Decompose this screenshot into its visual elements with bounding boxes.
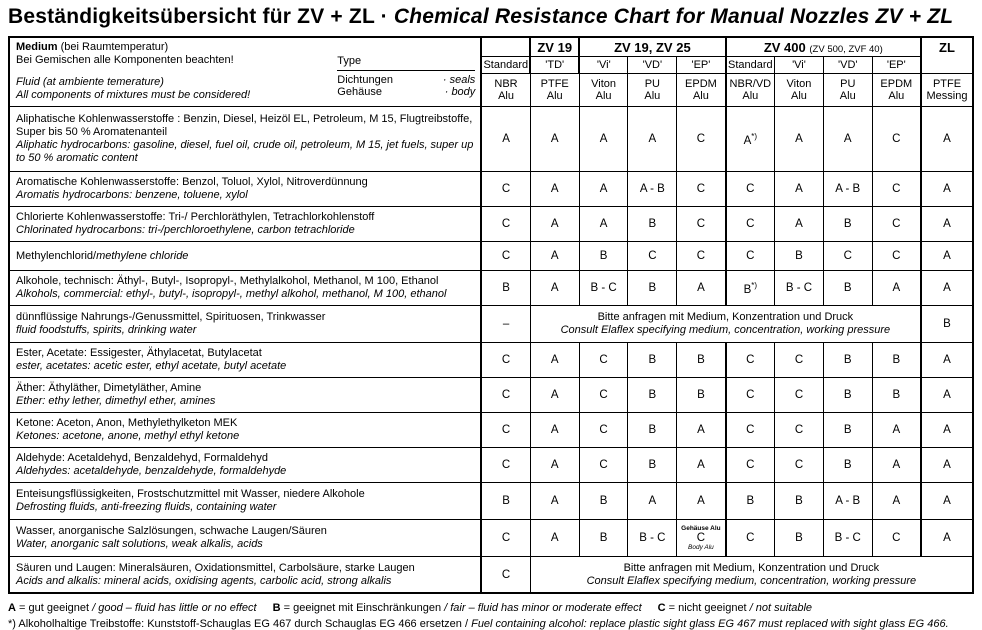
group-header-zv400 bbox=[726, 37, 921, 57]
rating-cell: B bbox=[628, 343, 677, 378]
consult-note-cell bbox=[530, 306, 921, 343]
rating-cell: C bbox=[481, 207, 530, 242]
rating-cell: A bbox=[481, 107, 530, 172]
consult-note-german: Bitte anfragen mit Medium, Konzentration und Druck bbox=[597, 311, 854, 323]
seal-material: PTFE bbox=[540, 77, 569, 90]
table-row bbox=[9, 483, 973, 520]
rating-cell: A bbox=[530, 413, 579, 448]
table-row bbox=[9, 271, 973, 306]
rating-cell: C bbox=[579, 413, 628, 448]
rating-cell: A bbox=[775, 207, 824, 242]
column-header: 'VD' bbox=[628, 57, 677, 74]
medium-text-english: Acids and alkalis: mineral acids, oxidising agents, carbolic acid, strong alkalis bbox=[16, 574, 392, 587]
rating-cell: C bbox=[726, 172, 775, 207]
medium-cell bbox=[9, 343, 481, 378]
material-header bbox=[726, 74, 775, 107]
resistance-table bbox=[8, 36, 974, 594]
rating-cell: C bbox=[481, 378, 530, 413]
seal-material: EPDM bbox=[880, 77, 913, 90]
rating-cell bbox=[726, 107, 775, 172]
rating-cell: B bbox=[823, 343, 872, 378]
material-header bbox=[775, 74, 824, 107]
medium-text-german: Aldehyde: Acetaldehyd, Benzaldehyd, Formaldehyd bbox=[16, 452, 268, 464]
rating-cell: C bbox=[726, 242, 775, 271]
body-material: Alu bbox=[546, 90, 563, 102]
rating-cell: B bbox=[481, 271, 530, 306]
legend-text-a-german: = gut geeignet bbox=[15, 602, 93, 614]
legend-key-a: A bbox=[8, 602, 16, 614]
rating-cell: C bbox=[628, 242, 677, 271]
table-row bbox=[9, 378, 973, 413]
rating-cell: B bbox=[481, 483, 530, 520]
body-material: Alu bbox=[498, 90, 514, 102]
medium-text-english: Ether: ethy lether, dimethyl ether, amines bbox=[16, 395, 216, 407]
rating-cell: B - C bbox=[579, 271, 628, 306]
body-material: Alu bbox=[595, 90, 612, 102]
footnote bbox=[8, 618, 974, 630]
rating-cell: – bbox=[481, 306, 530, 343]
rating-cell: A bbox=[579, 172, 628, 207]
medium-header-cell bbox=[9, 37, 481, 107]
body-material: Alu bbox=[791, 90, 807, 102]
medium-note-german: Bei Gemischen alle Komponenten beachten! bbox=[16, 54, 234, 66]
table-row bbox=[9, 242, 973, 271]
body-material: Messing bbox=[926, 90, 968, 102]
medium-text-german: Methylenchlorid/ bbox=[16, 249, 97, 262]
medium-text-german: Ester, Acetate: Essigester, Äthylacetat, Butylacetat bbox=[16, 347, 262, 359]
group-header-zl: ZL bbox=[921, 37, 973, 74]
rating-cell: A bbox=[530, 107, 579, 172]
body-material: Alu bbox=[742, 90, 759, 102]
rating-cell: C bbox=[481, 242, 530, 271]
rating-cell: C bbox=[775, 343, 824, 378]
consult-note-english: Consult Elaflex specifying medium, concentration, working pressure bbox=[560, 324, 891, 336]
rating-cell: C bbox=[726, 378, 775, 413]
column-header: Standard bbox=[481, 57, 530, 74]
rating-cell: A bbox=[530, 271, 579, 306]
rating-cell: C bbox=[481, 172, 530, 207]
material-header bbox=[677, 74, 726, 107]
rating-cell: A bbox=[921, 172, 973, 207]
body-material: Alu bbox=[839, 90, 856, 102]
rating-cell: B bbox=[823, 378, 872, 413]
rating-cell: C bbox=[579, 343, 628, 378]
rating-cell: A bbox=[872, 483, 921, 520]
rating-cell: B bbox=[628, 448, 677, 483]
medium-cell bbox=[9, 413, 481, 448]
rating-cell: C bbox=[579, 378, 628, 413]
medium-cell bbox=[9, 448, 481, 483]
rating-value: C bbox=[696, 532, 706, 544]
consult-note-english: Consult Elaflex specifying medium, concentration, working pressure bbox=[586, 574, 917, 587]
seal-material: EPDM bbox=[685, 77, 717, 90]
fluid-note-english: All components of mixtures must be considered! bbox=[16, 89, 251, 101]
group-header-standard bbox=[481, 37, 530, 57]
medium-cell bbox=[9, 378, 481, 413]
seal-material: PTFE bbox=[932, 77, 962, 90]
rating-cell: C bbox=[481, 343, 530, 378]
rating-cell: A bbox=[775, 107, 824, 172]
rating-cell: A bbox=[921, 413, 973, 448]
rating-cell: A bbox=[677, 483, 726, 520]
rating-cell: A bbox=[921, 271, 973, 306]
rating-cell: A bbox=[677, 271, 726, 306]
medium-label-rest: (bei Raumtemperatur) bbox=[57, 41, 169, 53]
rating-cell: A bbox=[530, 343, 579, 378]
seals-label-german: Dichtungen bbox=[337, 74, 393, 86]
column-header: 'Vi' bbox=[775, 57, 824, 74]
column-header: Standard bbox=[726, 57, 775, 74]
body-line bbox=[337, 86, 475, 98]
table-row bbox=[9, 557, 973, 594]
type-label: Type bbox=[337, 55, 475, 71]
rating-cell: B bbox=[628, 413, 677, 448]
medium-text-german: Alkohole, technisch: Äthyl-, Butyl-, Isopropyl-, Methylalkohol, Methanol, M 100, Ethanol bbox=[16, 275, 439, 287]
rating-value: B bbox=[743, 283, 752, 296]
medium-text-german: Aromatische Kohlenwasserstoffe: Benzol, Toluol, Xylol, Nitroverdünnung bbox=[16, 176, 368, 188]
rating-cell: C bbox=[726, 207, 775, 242]
rating-cell: A bbox=[921, 448, 973, 483]
rating-cell: A bbox=[823, 107, 872, 172]
rating-cell: C bbox=[872, 242, 921, 271]
rating-cell: A bbox=[921, 378, 973, 413]
body-alu-label: Body Alu bbox=[688, 544, 714, 551]
seal-material: Viton bbox=[786, 77, 812, 90]
medium-text-english: Ketones: acetone, anone, methyl ethyl ketone bbox=[16, 430, 240, 442]
legend bbox=[8, 602, 974, 614]
rating-cell: B - C bbox=[775, 271, 824, 306]
legend-text-b-english: / fair – fluid has minor or moderate effect bbox=[444, 602, 642, 614]
rating-cell: B bbox=[823, 207, 872, 242]
medium-cell bbox=[9, 242, 481, 271]
group-header-zv19-zv25: ZV 19, ZV 25 bbox=[579, 37, 725, 57]
rating-cell: B - C bbox=[628, 520, 677, 557]
footnote-marker: *) bbox=[751, 131, 758, 141]
rating-cell: A - B bbox=[823, 483, 872, 520]
seal-material: NBR/VD bbox=[729, 77, 772, 90]
rating-cell: A bbox=[872, 448, 921, 483]
rating-cell: A bbox=[530, 207, 579, 242]
body-material: Alu bbox=[888, 90, 905, 102]
type-header bbox=[337, 55, 475, 98]
legend-key-c: C bbox=[657, 602, 666, 614]
rating-cell: A - B bbox=[823, 172, 872, 207]
seal-material: PU bbox=[644, 77, 660, 90]
rating-cell: C bbox=[872, 107, 921, 172]
rating-cell: C bbox=[872, 172, 921, 207]
rating-cell: B - C bbox=[823, 520, 872, 557]
rating-cell: B bbox=[628, 207, 677, 242]
gehause-alu-label: Gehäuse Alu bbox=[681, 525, 721, 532]
rating-cell: A bbox=[677, 413, 726, 448]
medium-text-german: dünnflüssige Nahrungs-/Genussmittel, Spirituosen, Trinkwasser bbox=[16, 311, 326, 323]
table-row bbox=[9, 207, 973, 242]
zv400-label: ZV 400 bbox=[763, 39, 806, 55]
table-row bbox=[9, 413, 973, 448]
footnote-english: Fuel containing alcohol: replace plastic sight glass EG 467 must replaced with sight glass EG 466. bbox=[471, 618, 949, 630]
rating-cell: B bbox=[872, 343, 921, 378]
medium-text-english: Chlorinated hydrocarbons: tri-/perchloroethylene, carbon tetrachloride bbox=[16, 224, 355, 236]
footnote-marker: *) bbox=[751, 280, 758, 290]
rating-cell: C bbox=[481, 413, 530, 448]
rating-cell: A bbox=[775, 172, 824, 207]
rating-cell: A bbox=[872, 413, 921, 448]
column-header: 'Vi' bbox=[579, 57, 628, 74]
seal-material: NBR bbox=[494, 77, 518, 90]
seal-material: PU bbox=[840, 77, 856, 90]
medium-text-english: Aldehydes: acetaldehyde, benzaldehyde, formaldehyde bbox=[16, 465, 287, 477]
medium-text-german: Enteisungsflüssigkeiten, Frostschutzmittel mit Wasser, niedere Alkohole bbox=[16, 488, 365, 500]
rating-cell: A bbox=[530, 483, 579, 520]
rating-cell: B bbox=[921, 306, 973, 343]
rating-cell: C bbox=[775, 413, 824, 448]
rating-cell: B bbox=[775, 242, 824, 271]
column-header: 'EP' bbox=[677, 57, 726, 74]
material-header bbox=[530, 74, 579, 107]
material-header bbox=[921, 74, 973, 107]
rating-cell: A bbox=[530, 378, 579, 413]
rating-cell: B bbox=[823, 271, 872, 306]
medium-text-german: Aliphatische Kohlenwasserstoffe : Benzin, Diesel, Heizöl EL, Petroleum, M 15, Flugtreibstoffe, Super bis 50 % Aromatenanteil bbox=[16, 113, 473, 138]
rating-cell: C bbox=[872, 520, 921, 557]
rating-value: A bbox=[743, 134, 752, 147]
legend-text-c-german: = nicht geeignet bbox=[665, 602, 750, 614]
material-header bbox=[628, 74, 677, 107]
rating-cell: B bbox=[823, 413, 872, 448]
medium-cell bbox=[9, 271, 481, 306]
rating-cell: B bbox=[872, 378, 921, 413]
legend-text-c-english: / not suitable bbox=[749, 602, 813, 614]
medium-text-english: Aromatis hydrocarbons: benzene, toluene, xylol bbox=[16, 189, 248, 201]
title-german: Beständigkeitsübersicht für ZV + ZL bbox=[8, 5, 375, 28]
rating-cell: A bbox=[628, 107, 677, 172]
zv400-sublabel: (ZV 500, ZVF 40) bbox=[809, 43, 883, 55]
rating-cell: B bbox=[579, 242, 628, 271]
material-header bbox=[872, 74, 921, 107]
medium-text-german: Säuren und Laugen: Mineralsäuren, Oxidationsmittel, Carbolsäure, starke Laugen bbox=[16, 561, 415, 574]
rating-cell: C bbox=[677, 242, 726, 271]
medium-text-english: Defrosting fluids, anti-freezing fluids, containing water bbox=[16, 501, 277, 513]
table-row bbox=[9, 448, 973, 483]
medium-text-german: Chlorierte Kohlenwasserstoffe: Tri-/ Perchloräthylen, Tetrachlorkohlenstoff bbox=[16, 211, 375, 223]
medium-cell bbox=[9, 557, 481, 594]
rating-cell: C bbox=[579, 448, 628, 483]
table-row bbox=[9, 107, 973, 172]
medium-text-english: methylene chloride bbox=[96, 249, 189, 262]
medium-text-english: Alkohols, commercial: ethyl-, butyl-, isopropyl-, methyl alkohol, methanol, M 100, ethanol bbox=[16, 288, 447, 300]
group-header-zv19: ZV 19 bbox=[530, 37, 579, 57]
rating-cell: B bbox=[775, 483, 824, 520]
table-row bbox=[9, 306, 973, 343]
consult-note-cell bbox=[530, 557, 973, 594]
fluid-label: Fluid (at ambiente temerature) bbox=[16, 76, 164, 88]
rating-cell: C bbox=[481, 557, 530, 594]
rating-cell: B bbox=[775, 520, 824, 557]
rating-cell: B bbox=[726, 483, 775, 520]
rating-cell: C bbox=[481, 448, 530, 483]
column-header: 'TD' bbox=[530, 57, 579, 74]
medium-text-german: Ketone: Aceton, Anon, Methylethylketon MEK bbox=[16, 417, 238, 429]
footnote-german: *) Alkoholhaltige Treibstoffe: Kunststoff-Schauglas EG 467 durch Schauglas EG 466 ersetzen / bbox=[8, 618, 472, 630]
table-row bbox=[9, 172, 973, 207]
rating-cell: C bbox=[726, 343, 775, 378]
medium-cell bbox=[9, 107, 481, 172]
title-separator: · bbox=[374, 5, 394, 28]
legend-text-a-english: / good – fluid has little or no effect bbox=[92, 602, 257, 614]
rating-cell: C bbox=[677, 107, 726, 172]
rating-cell: A bbox=[921, 207, 973, 242]
page-title bbox=[8, 5, 974, 29]
rating-cell: A bbox=[921, 483, 973, 520]
seals-line bbox=[337, 74, 475, 86]
seal-material: Viton bbox=[591, 77, 616, 90]
rating-cell: A bbox=[530, 448, 579, 483]
rating-cell: B bbox=[823, 448, 872, 483]
rating-cell: A bbox=[921, 107, 973, 172]
body-material: Alu bbox=[644, 90, 661, 102]
body-label-english: · body bbox=[444, 86, 476, 98]
table-row bbox=[9, 343, 973, 378]
rating-cell: A bbox=[530, 520, 579, 557]
rating-cell: A bbox=[579, 207, 628, 242]
rating-cell: C bbox=[726, 448, 775, 483]
rating-cell: B bbox=[628, 271, 677, 306]
rating-cell: B bbox=[677, 343, 726, 378]
rating-cell: C bbox=[481, 520, 530, 557]
rating-cell: A bbox=[579, 107, 628, 172]
rating-cell: A bbox=[530, 172, 579, 207]
medium-text-english: Water, anorganic salt solutions, weak alkalis, acids bbox=[16, 538, 263, 550]
rating-cell: A bbox=[530, 242, 579, 271]
medium-cell bbox=[9, 520, 481, 557]
medium-cell bbox=[9, 483, 481, 520]
rating-cell: A bbox=[677, 448, 726, 483]
medium-text-german: Wasser, anorganische Salzlösungen, schwache Laugen/Säuren bbox=[16, 525, 327, 537]
rating-cell: C bbox=[677, 172, 726, 207]
body-material: Alu bbox=[692, 90, 709, 102]
table-body bbox=[9, 107, 973, 594]
rating-cell: A bbox=[921, 343, 973, 378]
rating-cell: B bbox=[677, 378, 726, 413]
medium-cell bbox=[9, 172, 481, 207]
medium-text-german: Äther: Äthyläther, Dimetyläther, Amine bbox=[16, 382, 202, 394]
rating-cell: C bbox=[726, 413, 775, 448]
material-header bbox=[823, 74, 872, 107]
rating-cell: B bbox=[579, 483, 628, 520]
rating-cell: A bbox=[921, 520, 973, 557]
material-header bbox=[481, 74, 530, 107]
legend-text-b-german: = geeignet mit Einschränkungen bbox=[280, 602, 445, 614]
medium-text-english: Aliphatic hydrocarbons: gasoline, diesel, fuel oil, crude oil, petroleum, M 15, jet fuels, super up to 50 % aromatic content bbox=[16, 139, 474, 164]
medium-text-english: fluid foodstuffs, spirits, drinking water bbox=[16, 324, 197, 336]
rating-cell: B bbox=[628, 378, 677, 413]
medium-text-english: ester, acetates: acetic ester, ethyl acetate, butyl acetate bbox=[16, 360, 287, 372]
rating-cell: A bbox=[921, 242, 973, 271]
table-row bbox=[9, 520, 973, 557]
column-header: 'EP' bbox=[872, 57, 921, 74]
medium-label: Medium bbox=[16, 41, 58, 53]
material-header bbox=[579, 74, 628, 107]
consult-note-german: Bitte anfragen mit Medium, Konzentration und Druck bbox=[623, 561, 880, 574]
title-english: Chemical Resistance Chart for Manual Nozzles ZV + ZL bbox=[393, 5, 954, 28]
rating-cell: C bbox=[823, 242, 872, 271]
rating-cell: A bbox=[628, 483, 677, 520]
legend-key-b: B bbox=[272, 602, 281, 614]
body-label-german: Gehäuse bbox=[337, 86, 382, 98]
rating-cell: C bbox=[775, 378, 824, 413]
rating-cell bbox=[726, 271, 775, 306]
rating-cell: C bbox=[726, 520, 775, 557]
column-header: 'VD' bbox=[823, 57, 872, 74]
seals-label-english: · seals bbox=[442, 74, 476, 86]
medium-cell bbox=[9, 306, 481, 343]
rating-cell: B bbox=[579, 520, 628, 557]
rating-cell: A bbox=[872, 271, 921, 306]
rating-cell: C bbox=[872, 207, 921, 242]
medium-cell bbox=[9, 207, 481, 242]
rating-cell: C bbox=[677, 207, 726, 242]
rating-cell: C bbox=[775, 448, 824, 483]
rating-cell: A - B bbox=[628, 172, 677, 207]
rating-cell bbox=[677, 520, 726, 557]
